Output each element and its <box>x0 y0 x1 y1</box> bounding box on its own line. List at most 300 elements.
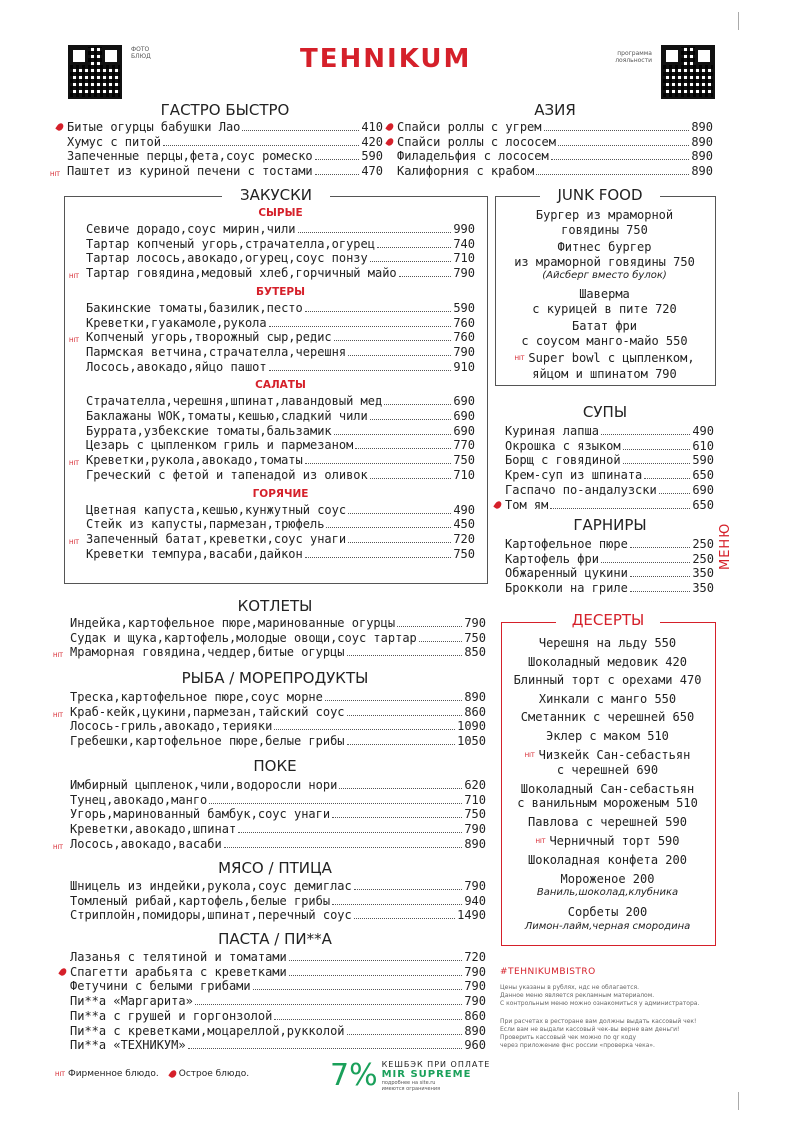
menu-item <box>503 905 712 934</box>
dot-leader <box>315 159 360 160</box>
dot-leader <box>332 904 462 905</box>
hit-mark: HIT <box>69 337 79 345</box>
dot-leader <box>334 340 452 341</box>
dot-leader <box>347 744 456 745</box>
menu-item-price: 790 <box>464 979 486 994</box>
menu-item-line: Хинкали с манго 550 <box>538 691 677 706</box>
dot-leader <box>536 174 689 175</box>
dot-leader <box>332 817 462 818</box>
menu-item-line: Шоколадный Сан-себастьян <box>520 781 695 796</box>
menu-item-price: 710 <box>453 467 475 482</box>
menu-item-line: HIT Super bowl с цыпленком, <box>514 351 695 366</box>
dot-leader <box>269 326 452 327</box>
dot-leader <box>325 700 462 701</box>
menu-item <box>69 330 475 345</box>
menu-item-name: Индейка,картофельное пюре,маринованные огурцы <box>70 616 396 630</box>
menu-item <box>86 503 475 518</box>
menu-item <box>397 120 713 135</box>
menu-item-name: Креветки,гуакамоле,рукола <box>86 315 267 330</box>
menu-item-price: 690 <box>453 394 475 409</box>
menu-item-line: Черешня на льду 550 <box>538 636 677 650</box>
menu-item-price: 890 <box>691 164 713 179</box>
menu-item-name: Крем-суп из шпината <box>505 468 643 483</box>
menu-item <box>67 120 383 135</box>
chili-icon <box>55 122 65 132</box>
menu-item <box>498 208 711 237</box>
hit-mark: HIT <box>69 460 79 468</box>
menu-item <box>505 552 714 567</box>
menu-item-name: Окрошка с языком <box>505 438 621 453</box>
menu-item-name: Страчателла,черешня,шпинат,лавандовый мед <box>86 394 383 409</box>
menu-item-price: 790 <box>464 994 486 1009</box>
menu-item <box>503 729 712 744</box>
menu-item-name: Пи**а с креветками,моцареллой,рукколой <box>70 1023 345 1038</box>
qr-code-loyalty[interactable] <box>663 47 713 97</box>
menu-item-name: Тунец,авокадо,манго <box>70 792 208 807</box>
dot-leader <box>354 889 463 890</box>
menu-item-name: Копченый угорь,творожный сыр,редис <box>86 330 332 345</box>
dot-leader <box>253 989 463 990</box>
menu-item-price: 890 <box>691 149 713 164</box>
menu-item <box>70 734 486 749</box>
menu-item-price: 720 <box>453 531 475 546</box>
dot-leader <box>384 404 451 405</box>
menu-item-name: Шницель из индейки,рукола,соус демиглас <box>70 879 352 893</box>
menu-item <box>53 704 486 720</box>
dot-leader <box>305 557 452 558</box>
menu-item-line: Сорбеты 200 <box>567 904 648 919</box>
menu-item-name: Калифорния с крабом <box>397 164 535 179</box>
menu-item-line: Блинный торт с орехами 470 <box>513 673 702 688</box>
menu-item <box>53 836 486 852</box>
menu-item <box>503 748 712 778</box>
menu-item-price: 1490 <box>457 908 486 923</box>
menu-item-price: 790 <box>464 879 486 893</box>
menu-item <box>505 453 714 468</box>
dot-leader <box>558 145 689 146</box>
menu-item-name: Картофель фри <box>505 551 599 566</box>
section-title-asia: АЗИЯ <box>534 101 576 119</box>
menu-item-name: Греческий с фетой и тапенадой из оливок <box>86 467 368 482</box>
menu-item-line: яйцом и шпинатом 790 <box>532 366 677 381</box>
menu-item <box>498 319 711 348</box>
menu-item <box>69 453 475 468</box>
menu-item-price: 720 <box>464 950 486 964</box>
hit-mark: HIT <box>50 171 60 179</box>
menu-item-name: Краб-кейк,цукини,пармезан,тайский соус <box>70 704 345 719</box>
dot-leader <box>347 655 463 656</box>
menu-item-name: Обжаренный цукини <box>505 566 628 581</box>
menu-item-line: Фитнес бургер <box>557 240 652 255</box>
menu-item-price: 750 <box>453 546 475 561</box>
menu-item <box>503 782 712 811</box>
menu-item-price: 850 <box>464 645 486 660</box>
section-soups <box>505 424 714 512</box>
menu-item <box>86 468 475 483</box>
dot-leader <box>326 527 451 528</box>
menu-item-name: Буррата,узбекские томаты,бальзамик <box>86 423 332 438</box>
subsection-items <box>69 394 475 482</box>
menu-item <box>70 950 486 965</box>
dot-leader <box>274 729 455 730</box>
menu-item-price: 890 <box>464 690 486 704</box>
section-title-cutlets: КОТЛЕТЫ <box>237 597 313 615</box>
dot-leader <box>544 130 690 131</box>
menu-item-price: 350 <box>692 581 714 596</box>
menu-item <box>70 631 486 646</box>
menu-item <box>503 655 712 670</box>
menu-item-price: 470 <box>361 164 383 179</box>
menu-item-name: Лосось,авокадо,яйцо пашот <box>86 359 267 374</box>
dot-leader <box>347 715 463 716</box>
menu-item <box>503 673 712 688</box>
menu-item-line: Шоколадная конфета 200 <box>528 853 687 868</box>
note-line: Цены указаны в рублях, ндс не облагается. <box>500 984 640 991</box>
section-sides <box>505 537 714 596</box>
hit-mark: HIT <box>53 652 63 660</box>
menu-item-price: 690 <box>453 423 475 438</box>
section-asia <box>397 120 713 179</box>
menu-item-line: HIT Чизкейк Сан-себастьян <box>524 747 691 762</box>
dot-leader <box>397 626 462 627</box>
hit-mark: HIT <box>53 711 63 719</box>
menu-item <box>397 164 713 179</box>
menu-item-name: Спайси роллы с лососем <box>397 134 556 149</box>
menu-item-line: Павлова с черешней 590 <box>528 814 687 829</box>
subsection-items <box>69 222 475 281</box>
menu-item <box>86 316 475 331</box>
menu-item <box>70 1038 486 1053</box>
menu-item-name: Судак и щука,картофель,молодые овощи,соус тартар <box>70 630 417 645</box>
menu-item <box>86 222 475 237</box>
menu-item <box>505 498 714 513</box>
menu-item-price: 790 <box>453 344 475 359</box>
legend-chili-text: Острое блюдо. <box>178 1069 250 1079</box>
section-title-junk: JUNK FOOD <box>540 186 660 204</box>
menu-item-price: 860 <box>464 1008 486 1023</box>
menu-item-name: Пармская ветчина,страчателла,черешня <box>86 344 347 359</box>
dot-leader <box>347 1034 463 1035</box>
menu-item-name: Севиче дорадо,соус мирин,чили <box>86 222 296 236</box>
dot-leader <box>224 847 463 848</box>
menu-item-price: 890 <box>464 1023 486 1038</box>
menu-item-name: Спайси роллы с угрем <box>397 120 542 134</box>
menu-item-name: Мраморная говядина,чеддер,битые огурцы <box>70 645 345 660</box>
cashback-block <box>330 1060 490 1092</box>
hit-mark: HIT <box>69 273 79 281</box>
menu-item-line: Батат фри <box>571 319 638 334</box>
menu-item-line: с курицей в пите 720 <box>532 301 677 316</box>
menu-item-price: 760 <box>453 315 475 330</box>
section-cutlets <box>53 616 486 660</box>
chili-icon <box>385 137 395 147</box>
section-desserts <box>503 636 712 938</box>
menu-item <box>498 240 711 284</box>
section-fish <box>53 690 486 749</box>
menu-item <box>505 468 714 483</box>
menu-item <box>70 616 486 631</box>
menu-item-price: 650 <box>692 468 714 483</box>
section-title-gastro: ГАСТРО БЫСТРО <box>160 101 290 119</box>
menu-item-price: 710 <box>464 792 486 807</box>
menu-item-price: 1090 <box>457 719 486 734</box>
menu-item-name: Бакинские томаты,базилик,песто <box>86 300 303 315</box>
dot-leader <box>163 145 359 146</box>
menu-item-price: 990 <box>453 222 475 236</box>
menu-item-name: Борщ с говядиной <box>505 453 621 468</box>
menu-item-name: Имбирный цыпленок,чили,водоросли нори <box>70 778 338 792</box>
menu-item <box>503 636 712 651</box>
section-title-pasta: ПАСТА / ПИ**А <box>218 930 332 948</box>
menu-item-name: Цезарь с цыпленком гриль и пармезаном <box>86 438 354 453</box>
menu-item-price: 590 <box>361 149 383 164</box>
menu-item <box>503 710 712 725</box>
dot-leader <box>348 542 451 543</box>
menu-item-price: 890 <box>464 836 486 851</box>
chili-icon <box>58 967 68 977</box>
section-meat <box>70 879 486 923</box>
menu-item <box>50 164 383 179</box>
menu-item-line: с черешней 690 <box>556 763 659 778</box>
menu-item <box>503 815 712 830</box>
menu-item <box>53 645 486 660</box>
menu-item <box>70 1024 486 1039</box>
menu-item-price: 690 <box>453 409 475 424</box>
dot-leader <box>305 311 452 312</box>
dot-leader <box>659 493 691 494</box>
menu-item-price: 940 <box>464 893 486 908</box>
subsection-items <box>69 300 475 375</box>
page-edge-mark <box>738 1092 739 1110</box>
menu-item-name: Хумус с питой <box>67 134 161 149</box>
logo: TEHNIKUM <box>300 44 472 74</box>
menu-item-price: 650 <box>692 497 714 512</box>
menu-item <box>503 853 712 868</box>
menu-item-price: 710 <box>453 251 475 266</box>
menu-item-price: 790 <box>464 616 486 630</box>
menu-item-name: Томленый рибай,картофель,белые грибы <box>70 893 331 908</box>
price-notes <box>500 984 730 1008</box>
menu-item-name: Гребешки,картофельное пюре,белые грибы <box>70 734 345 749</box>
dot-leader <box>305 463 452 464</box>
cashback-brand: MIR SUPREME <box>381 1069 472 1080</box>
menu-item-price: 610 <box>692 438 714 453</box>
menu-item-name: Тартар копченый угорь,страчателла,огурец <box>86 236 375 251</box>
chili-icon <box>168 1069 178 1079</box>
dot-leader <box>348 513 451 514</box>
section-title-meat: МЯСО / ПТИЦА <box>218 859 332 877</box>
menu-item-price: 690 <box>692 482 714 497</box>
menu-item <box>86 394 475 409</box>
dot-leader <box>370 261 452 262</box>
menu-item <box>70 994 486 1009</box>
menu-item-line: Сметанник с черешней 650 <box>520 710 695 725</box>
section-junk <box>498 208 711 385</box>
dot-leader <box>348 355 451 356</box>
menu-item <box>70 965 486 980</box>
subsection-title: СЫРЫЕ <box>258 207 303 219</box>
dot-leader <box>623 449 691 450</box>
menu-item-note: Лимон-лайм,черная смородина <box>524 920 691 932</box>
menu-item-name: Запеченные перцы,фета,соус ромеско <box>67 149 313 164</box>
dot-leader <box>354 918 455 919</box>
menu-item-price: 620 <box>464 778 486 792</box>
menu-item <box>503 692 712 707</box>
menu-item <box>86 547 475 562</box>
menu-item-line: Бургер из мраморной <box>535 208 674 222</box>
dot-leader <box>623 463 691 464</box>
menu-item-note: Ваниль,шоколад,клубника <box>536 887 679 899</box>
menu-item-price: 1050 <box>457 734 486 749</box>
chili-icon <box>385 122 395 132</box>
menu-item-name: Стейк из капусты,пармезан,трюфель <box>86 517 325 532</box>
menu-item <box>503 834 712 850</box>
dot-leader <box>377 247 451 248</box>
dot-leader <box>550 508 690 509</box>
section-title-snacks: ЗАКУСКИ <box>222 186 330 204</box>
dot-leader <box>209 803 462 804</box>
menu-item-line: с ванильным мороженым 510 <box>517 796 698 811</box>
subsection-title: БУТЕРЫ <box>255 285 305 298</box>
dot-leader <box>274 1019 462 1020</box>
menu-item <box>86 345 475 360</box>
menu-item <box>397 149 713 164</box>
menu-item-price: 450 <box>453 517 475 532</box>
menu-item <box>86 424 475 439</box>
menu-item-price: 890 <box>691 120 713 134</box>
menu-item-line: из мраморной говядины 750 <box>514 254 695 269</box>
menu-item-price: 750 <box>464 630 486 645</box>
menu-item-name: Стриплойн,помидоры,шпинат,перечный соус <box>70 908 352 923</box>
menu-item-price: 790 <box>464 822 486 837</box>
section-title-soups: СУПЫ <box>582 403 628 421</box>
photo-label: ФОТО БЛЮД <box>131 46 151 60</box>
menu-item-name: Запеченный батат,креветки,соус унаги <box>86 531 347 546</box>
menu-item-name: Картофельное пюре <box>505 537 628 551</box>
dot-leader <box>195 1004 462 1005</box>
menu-item-price: 750 <box>453 453 475 468</box>
menu-item-price: 590 <box>453 300 475 315</box>
menu-item-name: Филадельфия с лососем <box>397 149 549 164</box>
menu-item <box>505 581 714 596</box>
dot-leader <box>339 788 462 789</box>
menu-item <box>505 537 714 552</box>
hit-mark: HIT <box>535 837 546 845</box>
menu-item <box>505 566 714 581</box>
menu-item <box>86 517 475 532</box>
menu-item-name: Креветки темпура,васаби,дайкон <box>86 546 303 561</box>
hashtag[interactable]: #TEHNIKUMBISTRO <box>500 967 596 977</box>
menu-item-line: с соусом манго-майо 550 <box>521 333 688 348</box>
dot-leader <box>298 232 452 233</box>
menu-item-price: 410 <box>361 120 383 134</box>
hit-mark: HIT <box>69 538 79 546</box>
section-title-fish: РЫБА / МОРЕПРОДУКТЫ <box>181 669 369 687</box>
menu-item-name: Пи**а «ТЕХНИКУМ» <box>70 1038 186 1053</box>
menu-item-price: 490 <box>692 424 714 438</box>
menu-item-name: Спагетти арабьята с креветками <box>70 964 287 979</box>
note-line: через приложение фнс россии «проверка чека». <box>500 1042 655 1049</box>
menu-item-name: Лосось,авокадо,васаби <box>70 836 222 851</box>
menu-item <box>70 793 486 808</box>
menu-item <box>70 979 486 994</box>
note-line: Если вам не выдали кассовый чек-вы верне вам деньги! <box>500 1026 680 1033</box>
menu-item-line: Мороженое 200 <box>560 871 655 886</box>
menu-item <box>86 409 475 424</box>
menu-item-price: 350 <box>692 566 714 581</box>
note-line: При расчетах в ресторане вам должны выдать кассовый чек! <box>500 1018 697 1025</box>
menu-item <box>498 351 711 381</box>
section-poke <box>53 778 486 852</box>
menu-item-name: Битые огурцы бабушки Лао <box>67 120 241 134</box>
hit-mark: HIT <box>524 751 535 759</box>
menu-item-price: 750 <box>464 807 486 822</box>
cashback-small: подробнее на site.ru имеются ограничения <box>381 1080 441 1092</box>
menu-item <box>70 822 486 837</box>
menu-item-price: 960 <box>464 1038 486 1053</box>
dot-leader <box>370 478 452 479</box>
menu-item-price: 590 <box>692 453 714 468</box>
menu-item-price: 790 <box>453 266 475 281</box>
menu-item-name: Креветки,авокадо,шпинат <box>70 822 237 837</box>
dot-leader <box>370 419 452 420</box>
menu-item-name: Фетучини с белыми грибами <box>70 979 251 994</box>
menu-item <box>70 908 486 923</box>
menu-item-line: Шаверма <box>579 286 630 301</box>
dot-leader <box>242 130 359 131</box>
qr-code-photo[interactable] <box>70 47 120 97</box>
section-title-sides: ГАРНИРЫ <box>573 516 647 534</box>
menu-item <box>70 719 486 734</box>
menu-item <box>70 894 486 909</box>
menu-item-name: Лазанья с телятиной и томатами <box>70 950 287 964</box>
cashback-percent: 7% <box>330 1058 378 1093</box>
menu-item <box>86 237 475 252</box>
dot-leader <box>355 448 451 449</box>
menu-item-price: 790 <box>464 964 486 979</box>
menu-item <box>86 360 475 375</box>
dot-leader <box>419 641 463 642</box>
menu-item <box>69 531 475 547</box>
menu-item <box>505 424 714 439</box>
subsection-items <box>69 502 475 562</box>
dot-leader <box>551 159 690 160</box>
menu-item-line: Эклер с маком 510 <box>546 728 669 743</box>
legend <box>55 1069 249 1079</box>
menu-item <box>70 690 486 705</box>
dot-leader <box>630 547 690 548</box>
dot-leader <box>315 174 360 175</box>
menu-item-name: Гаспачо по-андалузски <box>505 482 657 497</box>
section-snacks <box>69 207 475 566</box>
menu-item <box>397 135 713 150</box>
menu-item <box>86 301 475 316</box>
dot-leader <box>630 576 690 577</box>
menu-item <box>69 266 475 281</box>
menu-item-name: Цветная капуста,кешью,кунжутный соус <box>86 502 347 517</box>
menu-item-name: Куриная лапша <box>505 424 599 438</box>
hit-mark: HIT <box>514 355 525 363</box>
menu-item-price: 250 <box>692 537 714 551</box>
menu-item <box>498 287 711 316</box>
menu-item <box>503 872 712 901</box>
receipt-notes <box>500 1018 730 1050</box>
menu-item-price: 760 <box>453 330 475 345</box>
section-pasta <box>70 950 486 1053</box>
menu-item-line: Шоколадный медовик 420 <box>528 654 687 669</box>
menu-item <box>70 879 486 894</box>
section-gastro <box>50 120 383 179</box>
